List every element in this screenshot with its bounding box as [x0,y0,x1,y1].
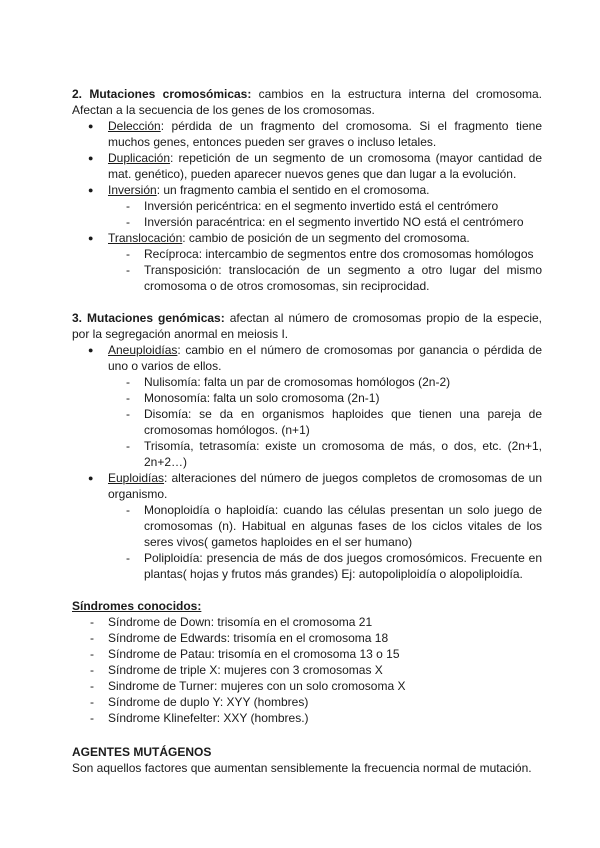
dash-icon: - [126,263,130,277]
list-item [72,342,542,470]
sub-list-item-text: Monosomía: falta un solo cromosoma (2n-1) [144,391,380,405]
list-item [72,470,542,582]
section-sindromes [72,598,542,726]
dash-icon: - [126,503,130,517]
list-item [72,150,542,182]
list-item [72,118,542,150]
sub-list [108,246,542,294]
dash-icon: - [90,631,94,645]
section-genomicas-intro: 3. Mutaciones genómicas: afectan al número de cromosomas propio de la especie, por la segregación anormal en meiosis I. [72,311,543,341]
bullet-icon: ● [88,345,94,355]
sindrome-text: Sindrome de Turner: mujeres con un solo cromosoma X [108,679,406,693]
cromosomicas-list [72,118,542,294]
sindrome-item [72,678,542,694]
sub-list-item [108,390,542,406]
sub-list-item-text: Inversión paracéntrica: en el segmento invertido NO está el centrómero [144,215,524,229]
list-item-term: Translocación [108,231,183,245]
bullet-icon: ● [88,233,94,243]
sindrome-text: Síndrome de Patau: trisomía en el cromosoma 13 o 15 [108,647,400,661]
list-item-term: Inversión [108,183,157,197]
list-item [72,182,542,230]
sub-list-item [108,374,542,390]
dash-icon: - [126,551,130,565]
section-cromosomicas [72,86,542,294]
list-item-term: Aneuploidías [108,343,178,357]
dash-icon: - [90,615,94,629]
sub-list [108,198,542,230]
sindrome-text: Síndrome de duplo Y: XYY (hombres) [108,695,309,709]
dash-icon: - [126,407,130,421]
bullet-icon: ● [88,121,94,131]
genomicas-list [72,342,542,582]
sub-list-item-text: Recíproca: intercambio de segmentos entre dos cromosomas homólogos [144,247,534,261]
sub-list-item-text: Inversión pericéntrica: en el segmento invertido está el centrómero [144,199,499,213]
sindrome-item [72,630,542,646]
dash-icon: - [126,247,130,261]
sub-list [108,502,542,582]
list-item-term: Duplicación [108,151,171,165]
sindrome-item [72,710,542,726]
bullet-icon: ● [88,473,94,483]
agentes-title: AGENTES MUTÁGENOS [72,745,212,759]
sindrome-item [72,694,542,710]
sindrome-text: Síndrome Klinefelter: XXY (hombres.) [108,711,309,725]
sindromes-title: Síndromes conocidos: [72,599,202,613]
document-page [72,86,542,776]
dash-icon: - [126,391,130,405]
section-cromosomicas-intro: 2. Mutaciones cromosómicas: cambios en la estructura interna del cromosoma. Afectan a la secuencia de los genes de los cromosomas. [72,87,543,117]
sub-list-item [108,438,542,470]
dash-icon: - [90,647,94,661]
dash-icon: - [90,679,94,693]
section-genomicas [72,310,542,582]
sub-list-item [108,262,542,294]
list-item-text: : cambio en el número de cromosomas por ganancia o pérdida de uno o varios de ellos. [108,343,542,373]
list-item-text: : un fragmento cambia el sentido en el cromosoma. [156,183,430,197]
sub-list-item-text: Trisomía, tetrasomía: existe un cromosoma de más, o dos, etc. (2n+1, 2n+2…) [144,439,542,469]
dash-icon: - [90,663,94,677]
sub-list-item-text: Monoploidía o haploidía: cuando las células presentan un solo juego de cromosomas (n). Habitual en algunas fases de los ciclos vitales de los seres vivos( gametos haploides en el ser humano) [144,503,542,549]
dash-icon: - [90,711,94,725]
sindrome-item [72,662,542,678]
list-item-text: : cambio de posición de un segmento del cromosoma. [182,231,470,245]
sub-list-item [108,550,542,582]
dash-icon: - [126,215,130,229]
sub-list-item-text: Poliploidía: presencia de más de dos juegos cromosómicos. Frecuente en plantas( hojas y frutos más grandes) Ej: autopoliploidía o alopoliploidía. [144,551,542,581]
list-item-text: : pérdida de un fragmento del cromosoma. Si el fragmento tiene muchos genes, entonces pueden ser graves o incluso letales. [108,119,542,149]
bullet-icon: ● [88,185,94,195]
sub-list-item [108,406,542,438]
sindrome-text: Síndrome de Down: trisomía en el cromosoma 21 [108,615,373,629]
list-item-text: : repetición de un segmento de un cromosoma (mayor cantidad de mat. genético), pueden aparecer nuevos genes que dan lugar a la evolución. [108,151,542,181]
sub-list-item [108,198,542,214]
sub-list-item-text: Transposición: translocación de un segmento a otro lugar del mismo cromosoma o de otros cromosomas, sin reciprocidad. [144,263,542,293]
sub-list [108,374,542,470]
dash-icon: - [126,439,130,453]
sindrome-text: Síndrome de Edwards: trisomía en el cromosoma 18 [108,631,389,645]
sub-list-item [108,502,542,550]
list-item-text: : alteraciones del número de juegos completos de cromosomas de un organismo. [108,471,542,501]
sub-list-item [108,246,542,262]
sindrome-item [72,646,542,662]
section-title: 3. Mutaciones genómicas: [72,311,225,325]
list-item-term: Delección [108,119,161,133]
sub-list-item-text: Nulisomía: falta un par de cromosomas homólogos (2n-2) [144,375,451,389]
bullet-icon: ● [88,153,94,163]
agentes-text: Son aquellos factores que aumentan sensiblemente la frecuencia normal de mutación. [72,761,532,775]
list-item [72,230,542,294]
dash-icon: - [126,199,130,213]
dash-icon: - [90,695,94,709]
section-agentes [72,744,542,776]
sindrome-text: Síndrome de triple X: mujeres con 3 cromosomas X [108,663,383,677]
sub-list-item [108,214,542,230]
dash-icon: - [126,375,130,389]
sub-list-item-text: Disomía: se da en organismos haploides que tienen una pareja de cromosomas homólogos. (n+1) [144,407,542,437]
sindromes-list [72,614,542,726]
sindrome-item [72,614,542,630]
list-item-term: Euploidías [108,471,165,485]
section-title: 2. Mutaciones cromosómicas: [72,87,252,101]
